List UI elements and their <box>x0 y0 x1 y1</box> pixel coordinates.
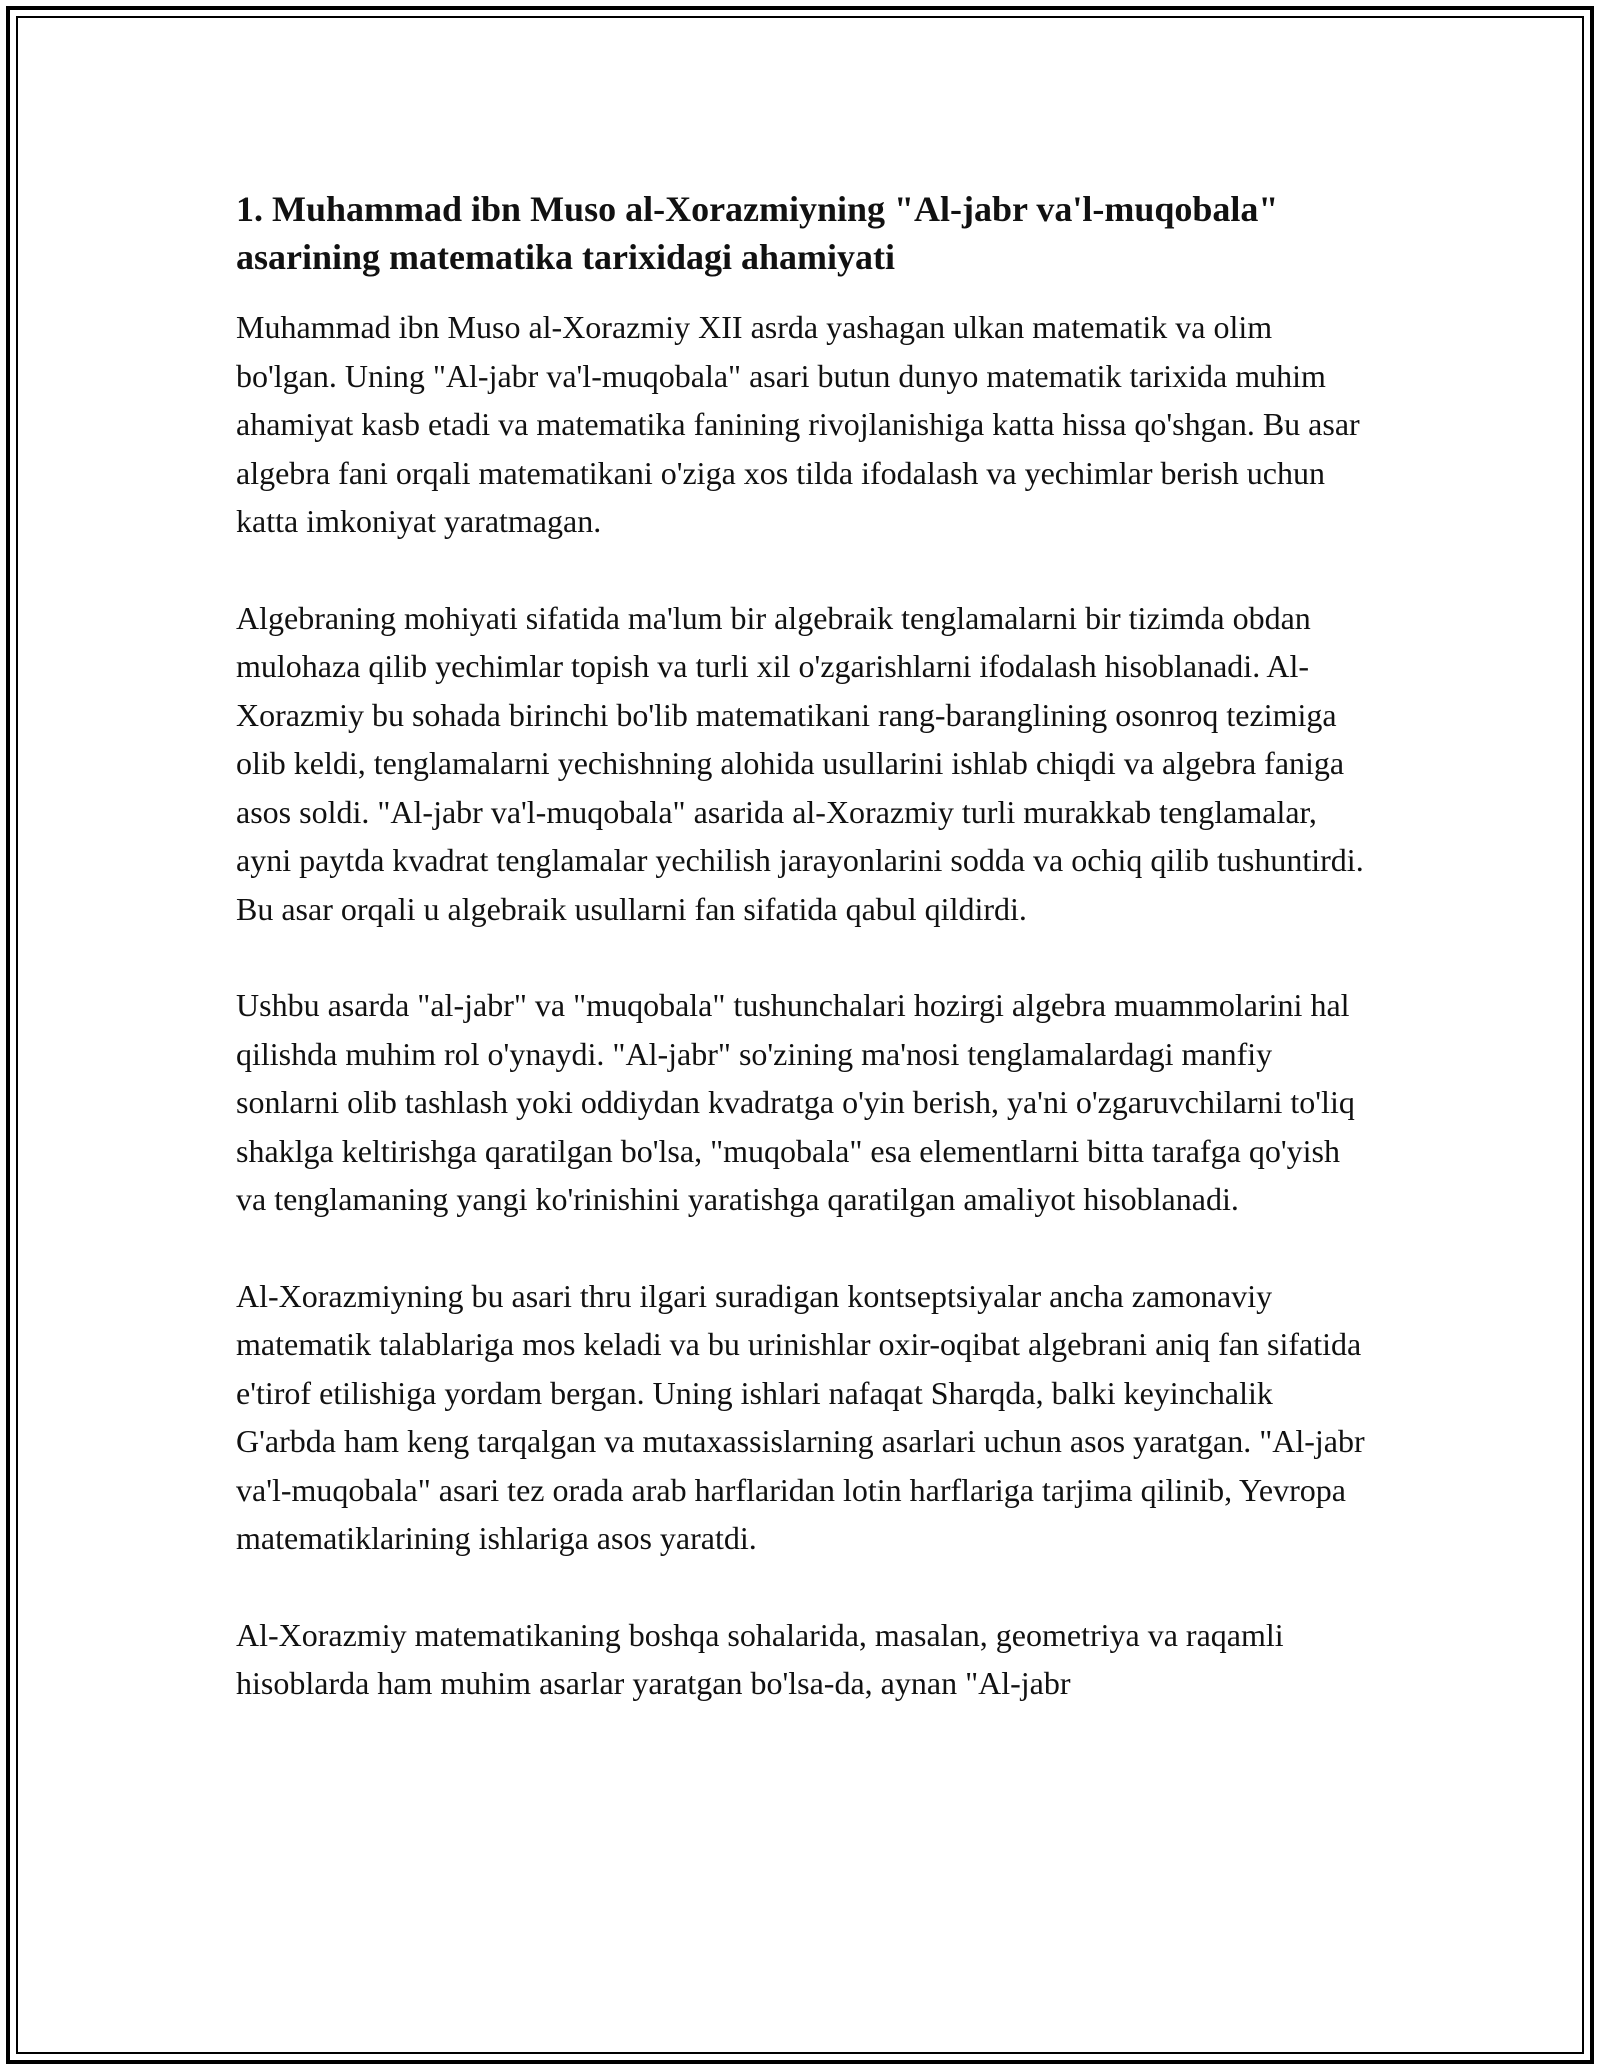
paragraph-1: Muhammad ibn Muso al-Xorazmiy XII asrda yashagan ulkan matematik va olim bo'lgan. Uning "Al-jabr va'l-muqobala" asari butun dunyo matematik tarixida muhim ahamiyat kasb etadi va matematika fanining rivojlanishiga katta hissa qo'shgan. Bu asar algebra fani orqali matematikani o'ziga xos tilda ifodalash va yechimlar berish uchun katta imkoniyat yaratmagan. <box>236 309 1360 539</box>
paragraph-5: Al-Xorazmiy matematikaning boshqa sohalarida, masalan, geometriya va raqamli hisoblarda ham muhim asarlar yaratgan bo'lsa-da, aynan "Al-jabr <box>236 1616 1284 1701</box>
document-body <box>236 185 1376 1708</box>
paragraph-2: Algebraning mohiyati sifatida ma'lum bir algebraik tenglamalarni bir tizimda obdan mulohaza qilib yechimlar topish va turli xil o'zgarishlarni ifodalash hisoblanadi. Al-Xorazmiy bu sohada birinchi bo'lib matematikani rang-baranglining osonroq tezimiga olib keldi, tenglamalarni yechishning alohida usullarini ishlab chiqdi va algebra faniga asos soldi. "Al-jabr va'l-muqobala" asarida al-Xorazmiy turli murakkab tenglamalar, ayni paytda kvadrat tenglamalar yechilish jarayonlarini sodda va ochiq qilib tushuntirdi. Bu asar orqali u algebraik usullarni fan sifatida qabul qildirdi. <box>236 599 1364 927</box>
section-heading: 1. Muhammad ibn Muso al-Xorazmiyning "Al-jabr va'l-muqobala" asarining matematika tarixidagi ahamiyati <box>236 189 1279 277</box>
paragraph-4: Al-Xorazmiyning bu asari thru ilgari suradigan kontseptsiyalar ancha zamonaviy matematik talablariga mos keladi va bu urinishlar oxir-oqibat algebrani aniq fan sifatida e'tirof etilishiga yordam bergan. Uning ishlari nafaqat Sharqda, balki keyinchalik G'arbda ham keng tarqalgan va mutaxassislarning asarlari uchun asos yaratgan. "Al-jabr va'l-muqobala" asari tez orada arab harflaridan lotin harflariga tarjima qilinib, Yevropa matematiklarining ishlariga asos yaratdi. <box>236 1277 1365 1556</box>
paragraph-3: Ushbu asarda "al-jabr" va "muqobala" tushunchalari hozirgi algebra muammolarini hal qilishda muhim rol o'ynaydi. "Al-jabr" so'zining ma'nosi tenglamalardagi manfiy sonlarni olib tashlash yoki oddiydan kvadratga o'yin berish, ya'ni o'zgaruvchilarni to'liq shaklga keltirishga qaratilgan bo'lsa, "muqobala" esa elementlarni bitta tarafga qo'yish va tenglamaning yangi ko'rinishini yaratishga qaratilgan amaliyot hisoblanadi. <box>236 987 1355 1217</box>
